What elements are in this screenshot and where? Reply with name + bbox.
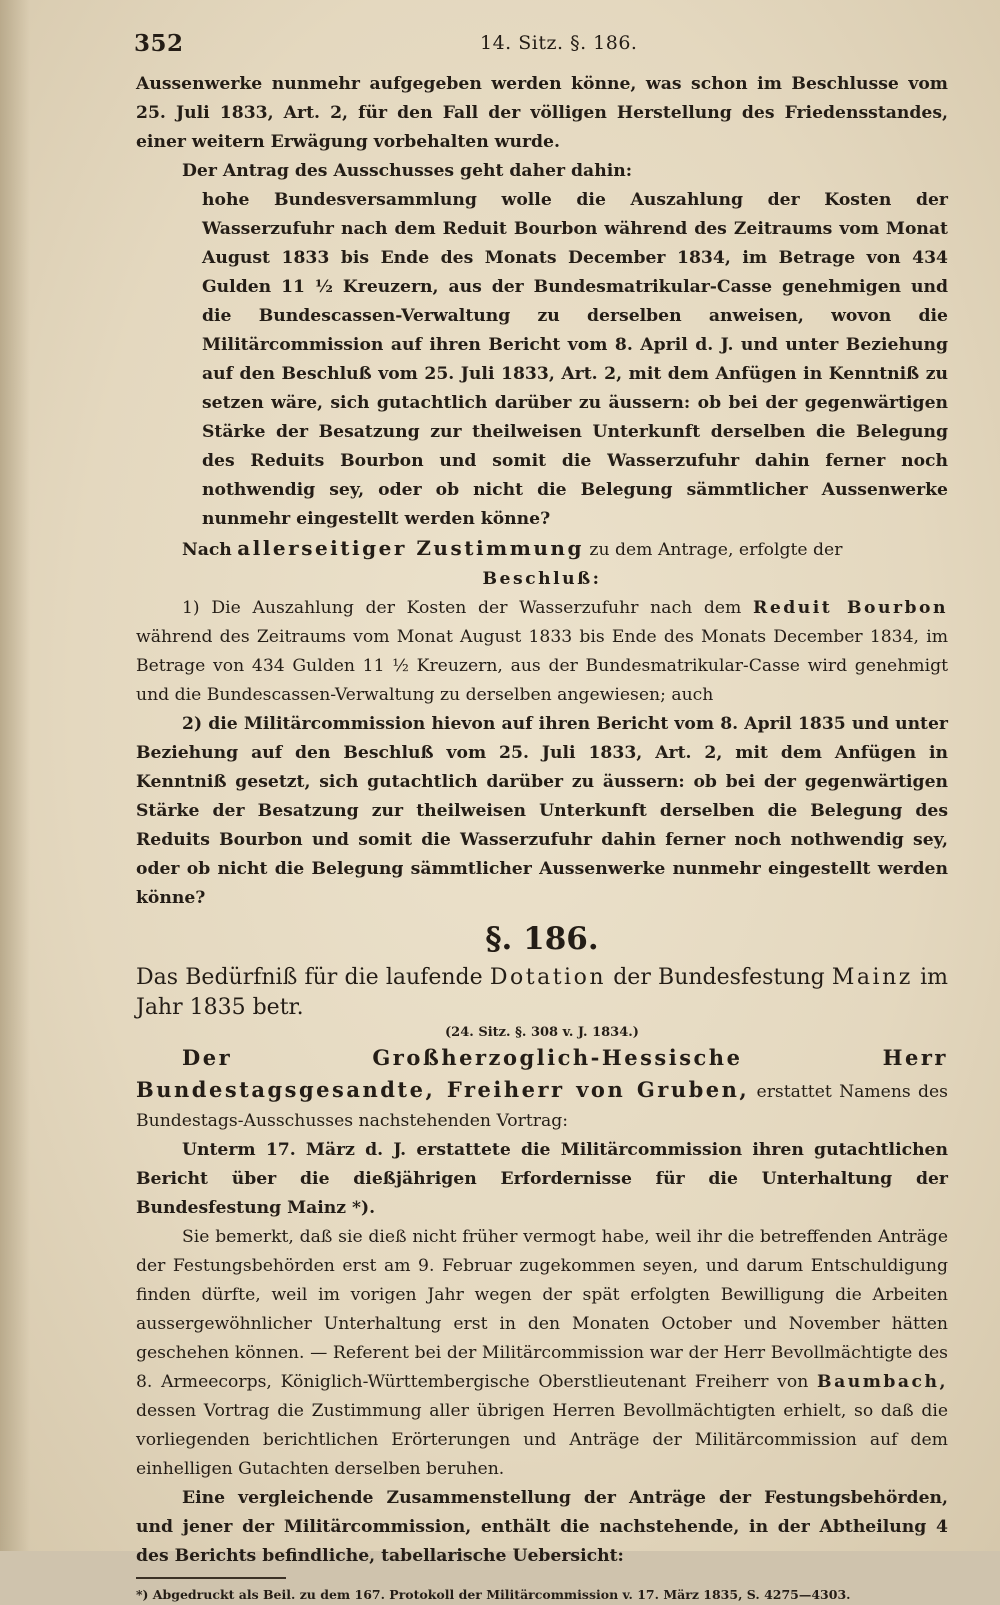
- beschluss-heading: Beschluß:: [482, 569, 602, 589]
- beschluss-1-spaced: Reduit Bourbon: [753, 598, 948, 618]
- beschluss-1-post: während des Zeitraums vom Monat August 1833 bis Ende des Monats December 1834, im Betrage von 434 Gulden 11 ½ Kreuzern, aus der Bundesmatrikular-Casse wird genehmigt und die Bundescassen-Verwaltung zu derselben angewiesen; auch: [136, 627, 948, 705]
- beschluss-1-pre: 1) Die Auszahlung der Kosten der Wasserzufuhr nach dem: [182, 598, 742, 618]
- section-title-pre: Das Bedürfniß für die laufende: [136, 965, 483, 990]
- section-number: §. 186.: [485, 921, 599, 957]
- page-number: 352: [134, 30, 184, 57]
- section-title-dotation: Dotation: [489, 965, 606, 990]
- section-title-mid: der Bundesfestung: [613, 965, 825, 990]
- page-body: [136, 70, 948, 1605]
- paragraph-bericht: Unterm 17. März d. J. erstattete die Militärcommission ihren gutachtlichen Bericht über die dießjährigen Erfordernisse für die Unterhaltung der Bundesfestung Mainz *).: [136, 1140, 948, 1218]
- paragraph-antrag-intro: Der Antrag des Ausschusses geht daher dahin:: [182, 161, 633, 181]
- section-title-post: im Jahr 1835 betr.: [136, 965, 948, 1020]
- paragraph-bemerkung: [136, 1223, 948, 1484]
- book-spine-shadow: [0, 0, 30, 1551]
- footnote-divider: [136, 1577, 286, 1579]
- bemerkung-pre: Sie bemerkt, daß sie dieß nicht früher vermogt habe, weil ihr die betreffenden Anträge der Festungsbehörden erst am 9. Februar zugekommen seyen, und darum Entschuldigung finden dürfte, weil im vorigen Jahr wegen der spät erfolgten Bewilligung die Arbeiten aussergewöhnlicher Unterhaltung erst in den Monaten October und November hätten geschehen können. — Referent bei der Militärcommission war der Herr Bevollmächtigte des 8. Armeecorps, Königlich-Württembergische Oberstlieutenant Freiherr von: [136, 1227, 948, 1392]
- paragraph-speaker: [136, 1043, 948, 1136]
- bemerkung-spaced: Baumbach,: [817, 1372, 948, 1392]
- section-reference: (24. Sitz. §. 308 v. J. 1834.): [445, 1025, 639, 1040]
- paragraph-zustimmung: [136, 534, 948, 565]
- section-title-mainz: Mainz: [831, 965, 913, 990]
- page-header: [134, 30, 954, 60]
- section-title: [136, 963, 948, 1023]
- bemerkung-post: dessen Vortrag die Zustimmung aller übrigen Herren Bevollmächtigten erhielt, so daß die vorliegenden berichtlichen Erörterungen und Anträge der Militärcommission auf dem einhelligen Gutachten derselben beruhen.: [136, 1401, 948, 1479]
- paragraph-antrag-text: hohe Bundesversammlung wolle die Auszahlung der Kosten der Wasserzufuhr nach dem Reduit Bourbon während des Zeitraums vom Monat August 1833 bis Ende des Monats December 1834, im Betrage von 434 Gulden 11 ½ Kreuzern, aus der Bundesmatrikular-Casse genehmigen und die Bundescassen-Verwaltung zu derselben anweisen, wovon die Militärcommission auf ihren Bericht vom 8. April d. J. und unter Beziehung auf den Beschluß vom 25. Juli 1833, Art. 2, mit dem Anfügen in Kenntniß zu setzen wäre, sich gutachtlich darüber zu äussern: ob bei der gegenwärtigen Stärke der Besatzung zur theilweisen Unterkunft derselben die Belegung des Reduits Bourbon und somit die Wasserzufuhr dahin ferner noch nothwendig sey, oder ob nicht die Belegung sämmtlicher Aussenwerke nunmehr eingestellt werden könne?: [202, 190, 948, 529]
- footnote: *) Abgedruckt als Beil. zu dem 167. Protokoll der Militärcommission v. 17. März 1835, S. 4275—4303.: [136, 1587, 851, 1602]
- speaker-name: Der Großherzoglich-Hessische Herr Bundestagsgesandte, Freiherr von Gruben,: [136, 1045, 948, 1102]
- paragraph-zusammenstellung: Eine vergleichende Zusammenstellung der Anträge der Festungsbehörden, und jener der Militärcommission, enthält die nachstehende, in der Abtheilung 4 des Berichts befindliche, tabellarische Uebersicht:: [136, 1488, 948, 1566]
- zustimmung-spaced: allerseitiger Zustimmung: [237, 536, 584, 560]
- paragraph-continuation: Aussenwerke nunmehr aufgegeben werden könne, was schon im Beschlusse vom 25. Juli 1833, Art. 2, für den Fall der völligen Herstellung des Friedensstandes, einer weitern Erwägung vorbehalten wurde.: [136, 74, 948, 152]
- speaker-post: erstattet Namens des Bundestags-Ausschusses nachstehenden Vortrag:: [136, 1082, 948, 1131]
- zustimmung-pre: Nach: [182, 540, 232, 560]
- paragraph-beschluss-2: 2) die Militärcommission hievon auf ihren Bericht vom 8. April 1835 und unter Beziehung auf den Beschluß vom 25. Juli 1833, Art. 2, mit dem Anfügen in Kenntniß gesetzt, sich gutachtlich darüber zu äussern: ob bei der gegenwärtigen Stärke der Besatzung zur theilweisen Unterkunft derselben die Belegung des Reduits Bourbon und somit die Wasserzufuhr dahin ferner noch nothwendig sey, oder ob nicht die Belegung sämmtlicher Aussenwerke nunmehr eingestellt werden könne?: [136, 714, 948, 908]
- running-head: 14. Sitz. §. 186.: [480, 32, 638, 54]
- zustimmung-post: zu dem Antrage, erfolgte der: [589, 540, 843, 560]
- paragraph-beschluss-1: [136, 594, 948, 710]
